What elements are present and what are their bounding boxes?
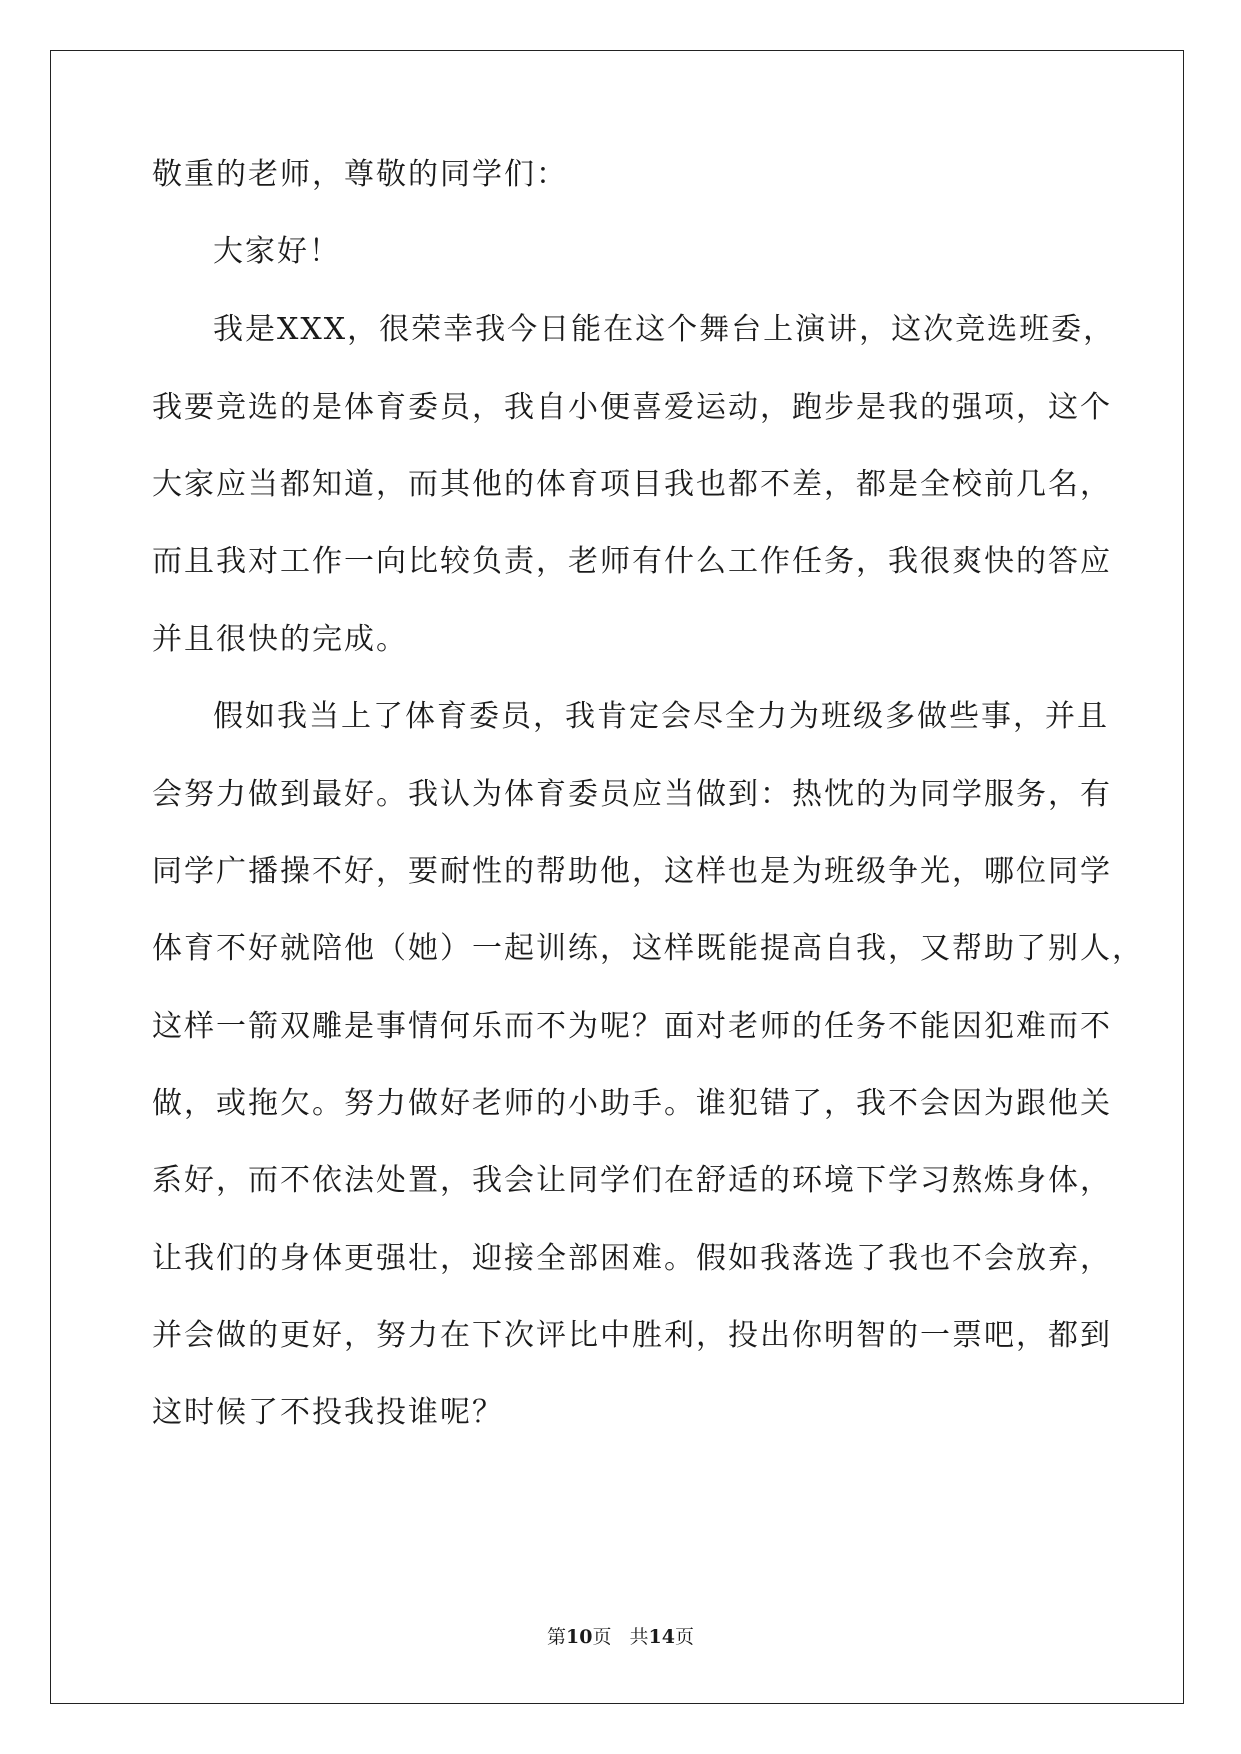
paragraph-line: 大家应当都知道，而其他的体育项目我也都不差，都是全校前几名， bbox=[152, 467, 1112, 502]
paragraph-line: 这样一箭双雕是事情何乐而不为呢？面对老师的任务不能因犯难而不 bbox=[152, 1009, 1112, 1044]
paragraph-line: 体育不好就陪他（她）一起训练，这样既能提高自我，又帮助了别人， bbox=[152, 931, 1144, 966]
footer-page-suffix: 页 bbox=[592, 1626, 612, 1648]
paragraph-line: 系好，而不依法处置，我会让同学们在舒适的环境下学习熬炼身体， bbox=[152, 1163, 1112, 1198]
salutation-line: 敬重的老师，尊敬的同学们： bbox=[152, 157, 568, 192]
paragraph-line: 会努力做到最好。我认为体育委员应当做到：热忱的为同学服务，有 bbox=[152, 777, 1112, 812]
footer-total-prefix: 共 bbox=[629, 1626, 649, 1648]
paragraph-line: 我要竞选的是体育委员，我自小便喜爱运动，跑步是我的强项，这个 bbox=[152, 390, 1112, 425]
paragraph-line: 假如我当上了体育委员，我肯定会尽全力为班级多做些事，并且 bbox=[213, 699, 1109, 734]
greeting-line: 大家好！ bbox=[213, 234, 341, 269]
paragraph-line: 而且我对工作一向比较负责，老师有什么工作任务，我很爽快的答应 bbox=[152, 544, 1112, 579]
paragraph-line: 并且很快的完成。 bbox=[152, 622, 408, 657]
current-page-number: 10 bbox=[566, 1626, 593, 1648]
paragraph-line: 我是XXX，很荣幸我今日能在这个舞台上演讲，这次竞选班委， bbox=[213, 312, 1116, 347]
paragraph-line: 同学广播操不好，要耐性的帮助他，这样也是为班级争光，哪位同学 bbox=[152, 854, 1112, 889]
total-page-number: 14 bbox=[648, 1626, 675, 1648]
page-footer bbox=[0, 1622, 1241, 1649]
footer-total-suffix: 页 bbox=[674, 1626, 694, 1648]
paragraph-line: 让我们的身体更强壮，迎接全部困难。假如我落选了我也不会放弃， bbox=[152, 1241, 1112, 1276]
paragraph-line: 并会做的更好，努力在下次评比中胜利，投出你明智的一票吧，都到 bbox=[152, 1318, 1112, 1353]
paragraph-line: 做，或拖欠。努力做好老师的小助手。谁犯错了，我不会因为跟他关 bbox=[152, 1086, 1112, 1121]
paragraph-line: 这时候了不投我投谁呢？ bbox=[152, 1395, 504, 1430]
footer-prefix: 第 bbox=[547, 1626, 567, 1648]
